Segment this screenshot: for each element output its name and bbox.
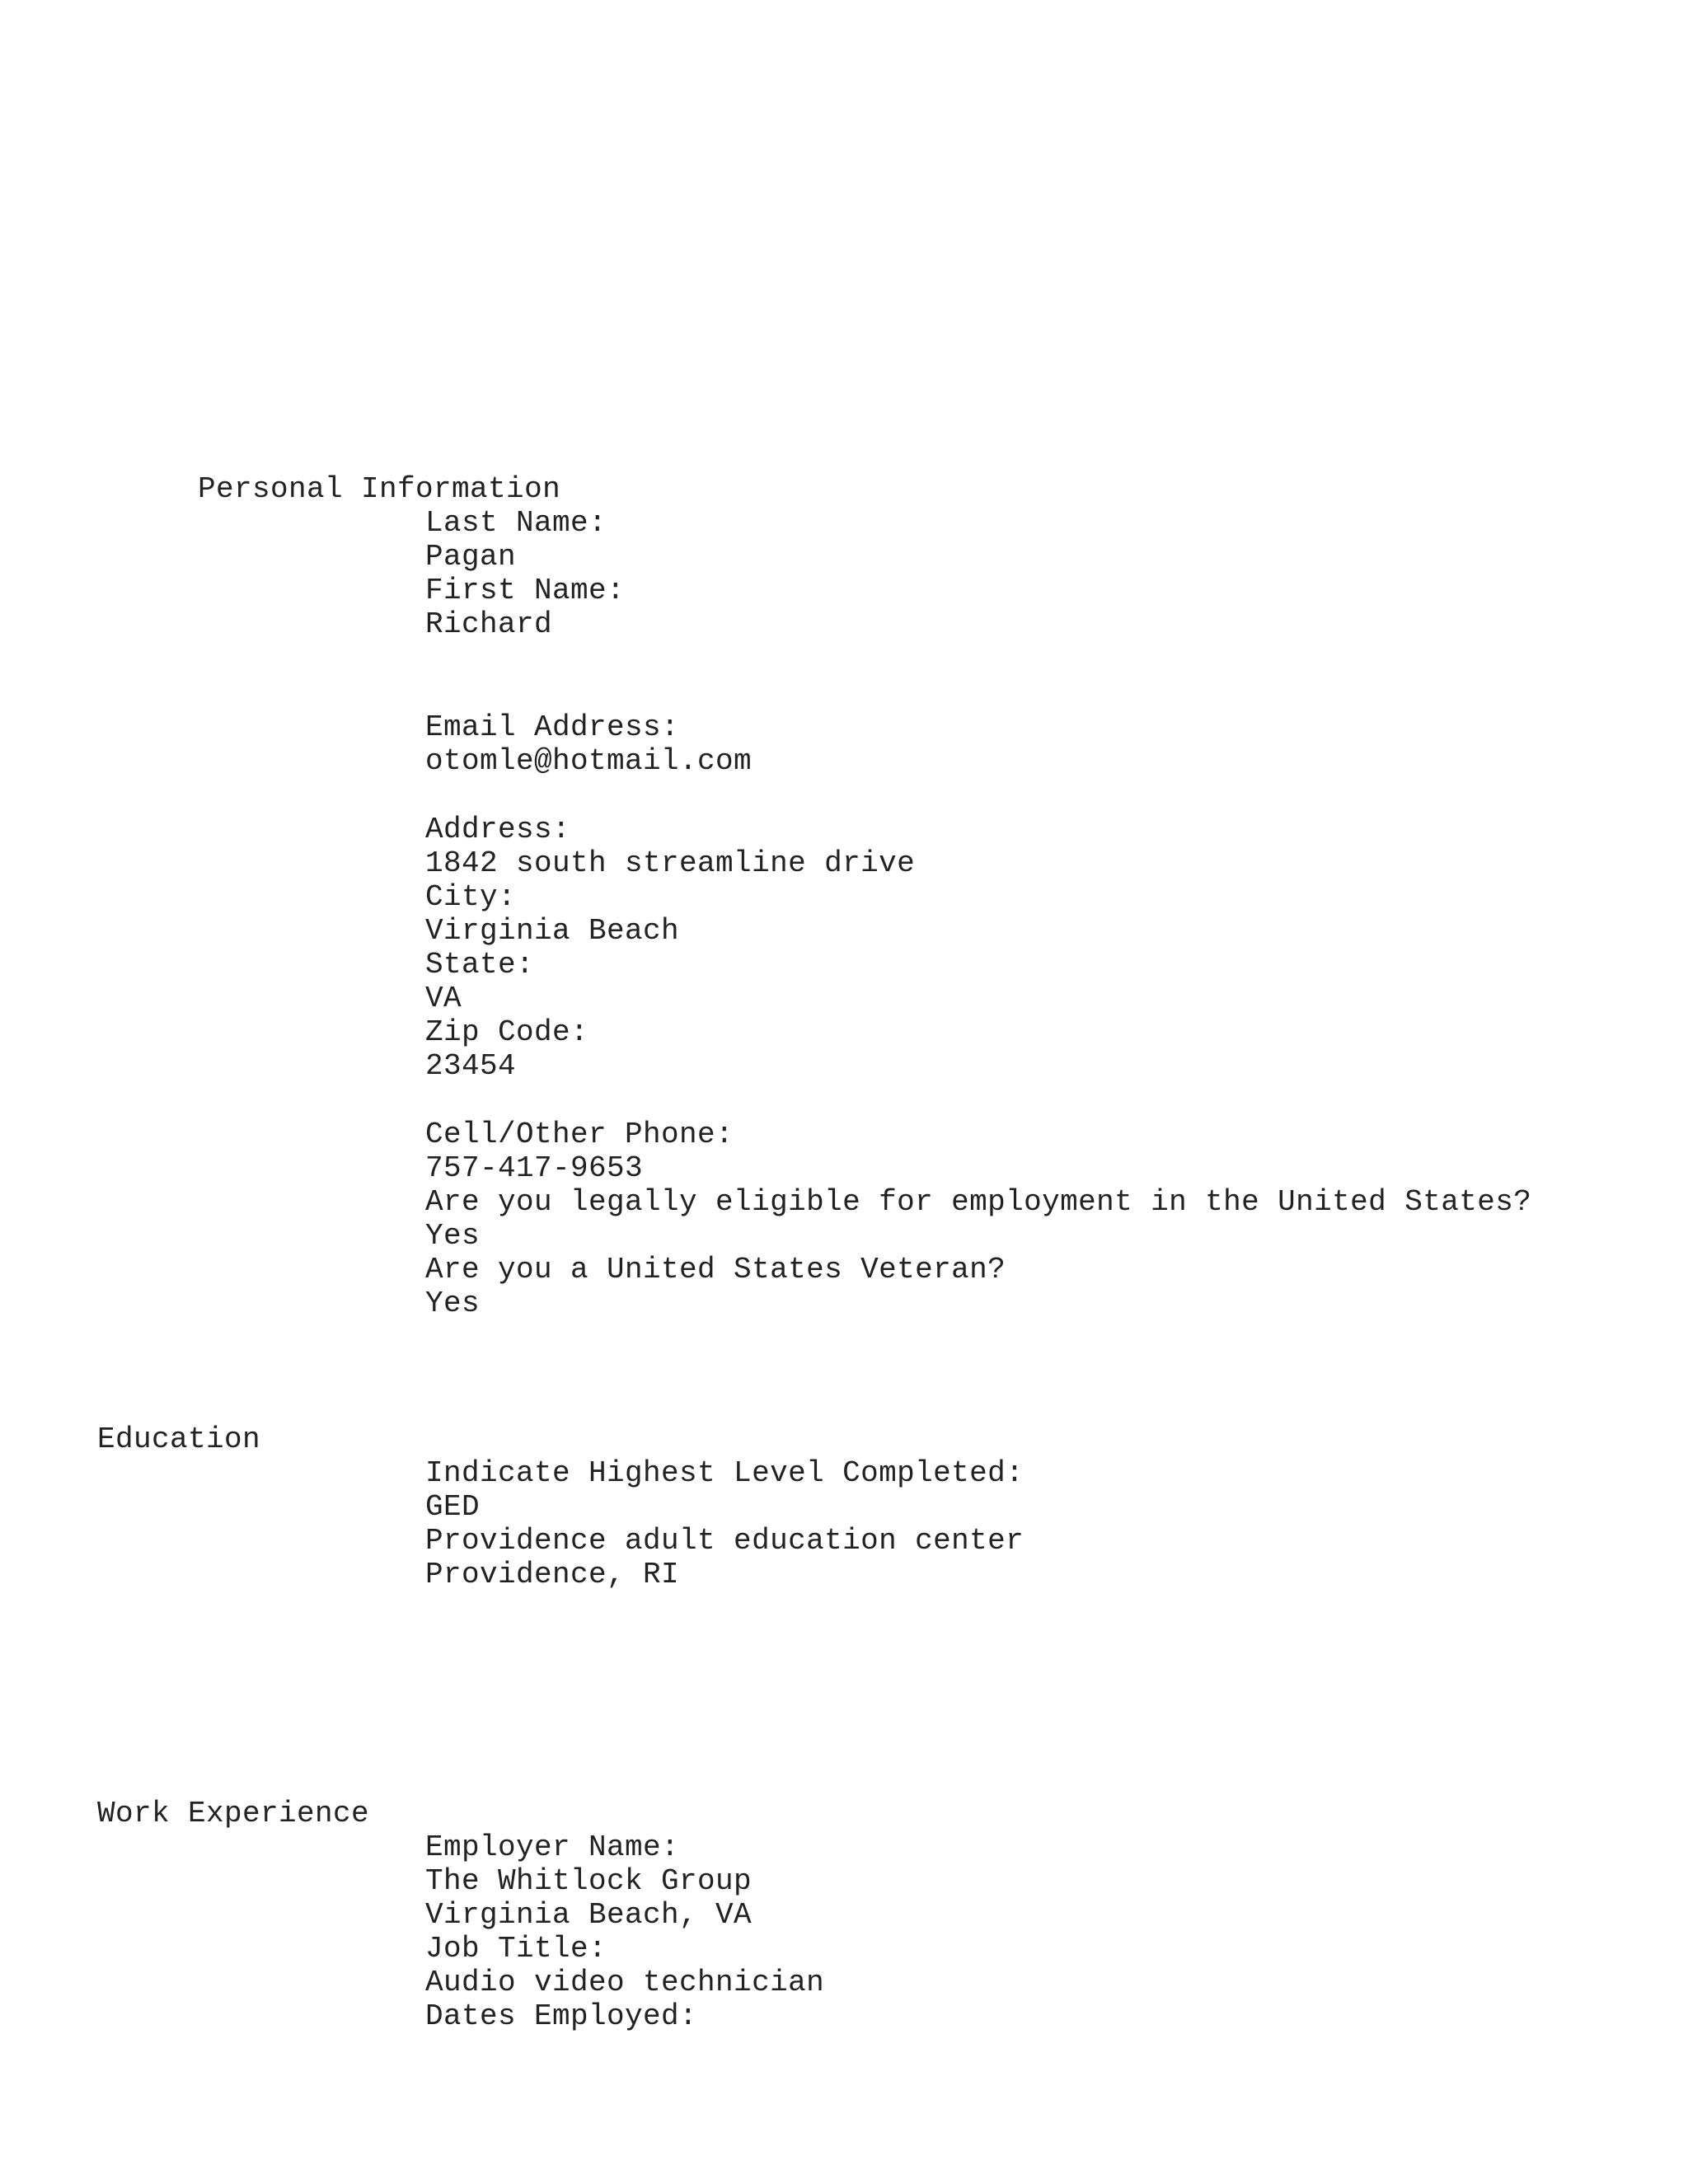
last-name-label: Last Name:	[425, 506, 607, 540]
phone-value: 757-417-9653	[425, 1151, 644, 1185]
veteran-answer: Yes	[425, 1286, 481, 1320]
zip-label: Zip Code:	[425, 1015, 589, 1049]
address-label: Address:	[425, 813, 571, 846]
job-title-value: Audio video technician	[425, 1966, 825, 1999]
city-value: Virginia Beach	[425, 914, 680, 948]
personal-info-heading: Personal Information	[198, 472, 561, 506]
zip-value: 23454	[425, 1049, 517, 1083]
education-school: Providence adult education center	[425, 1524, 1025, 1558]
address-value: 1842 south streamline drive	[425, 846, 916, 880]
phone-label: Cell/Other Phone:	[425, 1118, 734, 1151]
education-heading: Education	[97, 1422, 261, 1456]
state-label: State:	[425, 948, 535, 982]
first-name-label: First Name:	[425, 574, 626, 607]
job-title-label: Job Title:	[425, 1932, 607, 1966]
first-name-value: Richard	[425, 607, 553, 641]
employer-label: Employer Name:	[425, 1830, 680, 1864]
email-value: otomle@hotmail.com	[425, 744, 753, 778]
work-experience-heading: Work Experience	[97, 1797, 370, 1830]
veteran-question: Are you a United States Veteran?	[425, 1253, 1006, 1286]
eligibility-question: Are you legally eligible for employment in the United States?	[425, 1185, 1532, 1219]
state-value: VA	[425, 982, 462, 1015]
dates-employed-label: Dates Employed:	[425, 1999, 698, 2033]
eligibility-answer: Yes	[425, 1219, 481, 1253]
employer-location: Virginia Beach, VA	[425, 1898, 753, 1932]
education-location: Providence, RI	[425, 1558, 680, 1591]
education-level-label: Indicate Highest Level Completed:	[425, 1456, 1025, 1490]
employer-value: The Whitlock Group	[425, 1864, 753, 1898]
city-label: City:	[425, 880, 517, 914]
email-label: Email Address:	[425, 710, 680, 744]
last-name-value: Pagan	[425, 540, 517, 574]
education-level-value: GED	[425, 1490, 481, 1524]
